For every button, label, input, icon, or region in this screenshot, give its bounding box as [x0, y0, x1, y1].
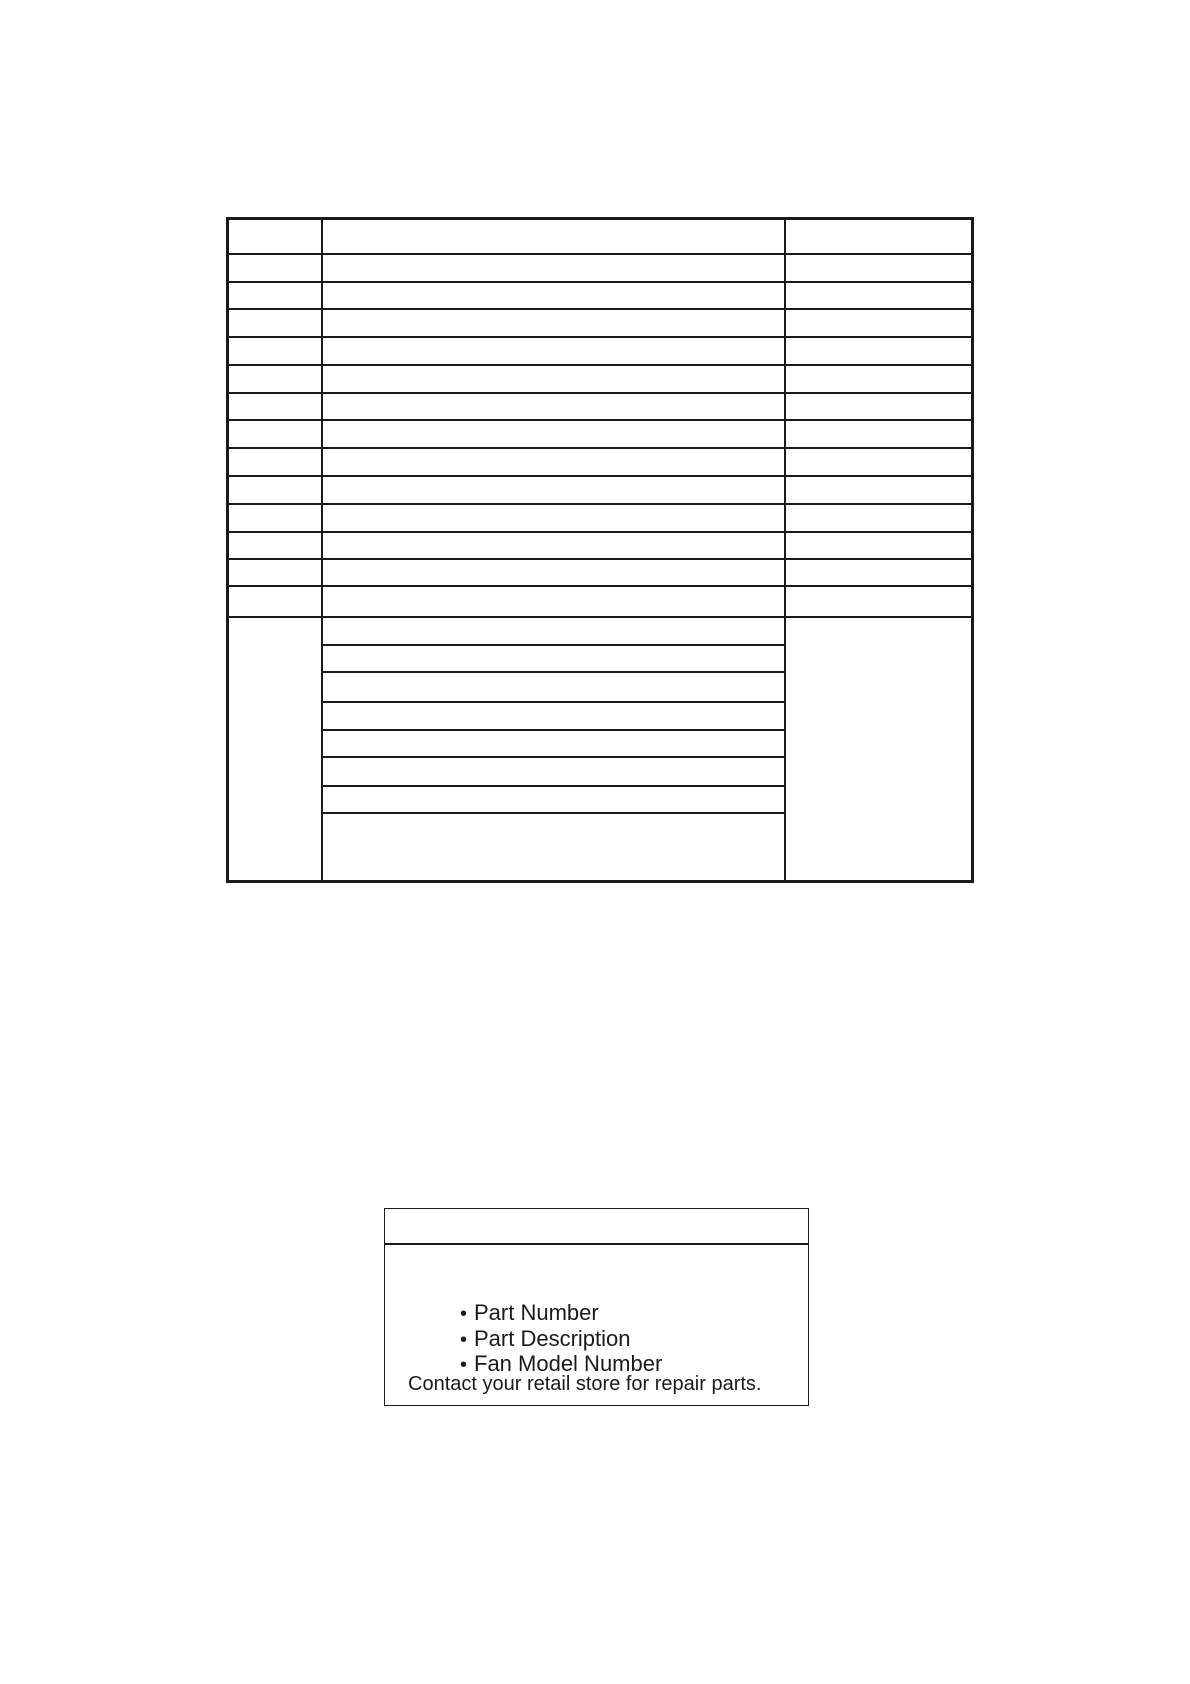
- table-subrow-divider: [322, 812, 785, 814]
- table-row-divider: [229, 253, 971, 255]
- table-row-divider: [229, 475, 971, 477]
- parts-table: [226, 217, 974, 883]
- table-row-divider: [229, 419, 971, 421]
- table-subrow-divider: [322, 785, 785, 787]
- repair-box-header-divider: [385, 1243, 808, 1245]
- table-row-divider: [229, 281, 971, 283]
- list-item: • Fan Model Number: [460, 1352, 662, 1378]
- table-row-divider: [229, 308, 971, 310]
- table-row-divider: [229, 392, 971, 394]
- table-row-divider: [229, 447, 971, 449]
- table-row-divider: [229, 336, 971, 338]
- table-row-divider: [229, 364, 971, 366]
- table-subrow-divider: [322, 701, 785, 703]
- table-row-divider: [229, 616, 971, 618]
- list-item: • Part Number: [460, 1301, 662, 1327]
- repair-parts-box: [384, 1208, 809, 1406]
- table-row-divider: [229, 503, 971, 505]
- table-subrow-divider: [322, 756, 785, 758]
- table-subrow-divider: [322, 671, 785, 673]
- table-subrow-divider: [322, 729, 785, 731]
- table-column-divider: [784, 220, 786, 880]
- table-row-divider: [229, 531, 971, 533]
- table-row-divider: [229, 585, 971, 587]
- table-subrow-divider: [322, 644, 785, 646]
- repair-note: Contact your retail store for repair parts.: [408, 1373, 762, 1395]
- repair-info-list: [460, 1301, 662, 1378]
- table-row-divider: [229, 558, 971, 560]
- list-item: • Part Description: [460, 1327, 662, 1353]
- table-column-divider: [321, 220, 323, 880]
